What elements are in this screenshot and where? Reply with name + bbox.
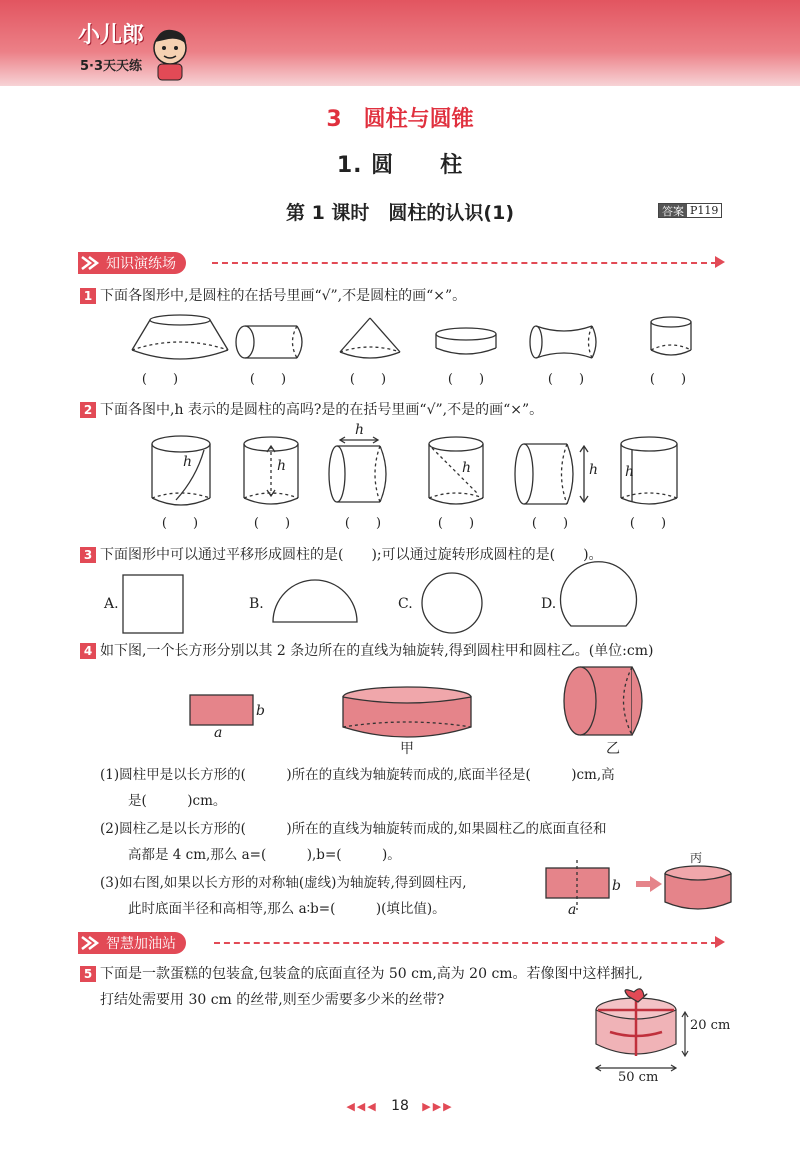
divider-arrow-icon xyxy=(715,256,727,268)
q4-subquestion-2a: (2)圆柱乙是以长方形的( )所在的直线为轴旋转而成的,如果圆柱乙的底面直径和 xyxy=(100,821,607,837)
page-footer xyxy=(0,1098,800,1114)
lesson-title: 第 1 课时 圆柱的认识(1) xyxy=(285,202,515,224)
mascot-icon xyxy=(150,26,190,82)
answer-reference[interactable] xyxy=(658,203,722,218)
q1-answer-5[interactable]: ( ) xyxy=(547,372,585,387)
q4-3-label-b: b xyxy=(612,878,621,894)
answer-label: 答案 xyxy=(659,204,687,217)
q3-option-c[interactable]: C. xyxy=(398,596,413,612)
q2-h-label-6: h xyxy=(625,464,635,480)
q1-answer-2[interactable]: ( ) xyxy=(249,372,287,387)
chapter-title: 3 圆柱与圆锥 xyxy=(326,107,474,132)
q4-3-label-a: a xyxy=(568,902,577,918)
q1-answer-1[interactable]: ( ) xyxy=(141,372,179,387)
q2-h-label-4: h xyxy=(462,460,472,476)
cake-height-label: 20 cm xyxy=(690,1018,731,1033)
q1-figures xyxy=(0,312,800,372)
answer-page: P119 xyxy=(690,204,719,217)
q1-answer-6[interactable]: ( ) xyxy=(649,372,687,387)
q4-label-b: b xyxy=(256,703,265,719)
q2-figures xyxy=(0,428,800,512)
q2-answer-4[interactable]: ( ) xyxy=(437,516,475,531)
q2-answer-3[interactable]: ( ) xyxy=(344,516,382,531)
q2-answer-6[interactable]: ( ) xyxy=(629,516,667,531)
q4-label-jia: 甲 xyxy=(400,741,414,757)
q4-label-a: a xyxy=(214,725,223,741)
banner-arrow-icon xyxy=(80,255,100,271)
banner-arrow-icon-2 xyxy=(80,935,100,951)
q1-answer-3[interactable]: ( ) xyxy=(349,372,387,387)
q4-3-figure xyxy=(0,858,800,918)
question-5: 5 下面是一款蛋糕的包装盒,包装盒的底面直径为 50 cm,高为 20 cm。若像图中这样捆扎, xyxy=(80,964,643,984)
brand-logo: 小儿郎 xyxy=(78,23,145,48)
q4-subquestion-3a: (3)如右图,如果以长方形的对称轴(虚线)为轴旋转,得到圆柱丙, xyxy=(100,875,467,891)
q4-subquestion-1b: 是( )cm。 xyxy=(128,793,227,809)
q4-label-bing: 丙 xyxy=(690,851,703,865)
q1-answer-4[interactable]: ( ) xyxy=(447,372,485,387)
section-banner-practice: 知识演练场 xyxy=(78,252,186,274)
question-1: 1 下面各图形中,是圆柱的在括号里画“√”,不是圆柱的画“×”。 xyxy=(80,286,466,306)
q2-h-label-1: h xyxy=(183,454,193,470)
page-number: 18 xyxy=(391,1098,409,1114)
question-4: 4 如下图,一个长方形分别以其 2 条边所在的直线为轴旋转,得到圆柱甲和圆柱乙。(单位:cm) xyxy=(80,641,653,661)
section-banner-challenge: 智慧加油站 xyxy=(78,932,186,954)
prev-arrows-icon: ◀◀◀ xyxy=(346,1100,378,1113)
q4-subquestion-1a: (1)圆柱甲是以长方形的( )所在的直线为轴旋转而成的,底面半径是( )cm,高 xyxy=(100,767,615,783)
q3-option-d[interactable]: D. xyxy=(541,596,557,612)
divider-arrow-icon-2 xyxy=(715,936,727,948)
q3-shapes xyxy=(0,570,800,640)
question-2: 2 下面各图中,h 表示的是圆柱的高吗?是的在括号里画“√”,不是的画“×”。 xyxy=(80,400,543,420)
question-3: 3 下面图形中可以通过平移形成圆柱的是( );可以通过旋转形成圆柱的是( )。 xyxy=(80,545,603,565)
q2-h-label-5: h xyxy=(589,462,599,478)
q2-answer-1[interactable]: ( ) xyxy=(161,516,199,531)
next-arrows-icon: ▶▶▶ xyxy=(422,1100,454,1113)
section-title: 1. 圆 柱 xyxy=(336,153,464,178)
q2-answer-2[interactable]: ( ) xyxy=(253,516,291,531)
question-5-line2: 打结处需要用 30 cm 的丝带,则至少需要多少米的丝带? xyxy=(100,992,445,1008)
q4-subquestion-2b: 高都是 4 cm,那么 a=( ),b=( )。 xyxy=(128,847,401,863)
q4-label-yi: 乙 xyxy=(606,741,620,757)
banner-divider-2 xyxy=(214,942,717,944)
cake-height-arrow xyxy=(680,1012,690,1056)
cake-box-figure xyxy=(590,988,690,1078)
q4-subquestion-3b: 此时底面半径和高相等,那么 a∶b=( )(填比值)。 xyxy=(128,901,446,917)
cake-diameter-label: 50 cm xyxy=(618,1070,659,1085)
q2-h-label-3: h xyxy=(355,422,365,438)
brand-subtitle: 5·3天天练 xyxy=(80,59,143,74)
q2-h-label-2: h xyxy=(277,458,287,474)
q2-answer-5[interactable]: ( ) xyxy=(531,516,569,531)
banner-divider xyxy=(212,262,717,264)
q3-option-a[interactable]: A. xyxy=(104,596,119,612)
q3-option-b[interactable]: B. xyxy=(249,596,264,612)
